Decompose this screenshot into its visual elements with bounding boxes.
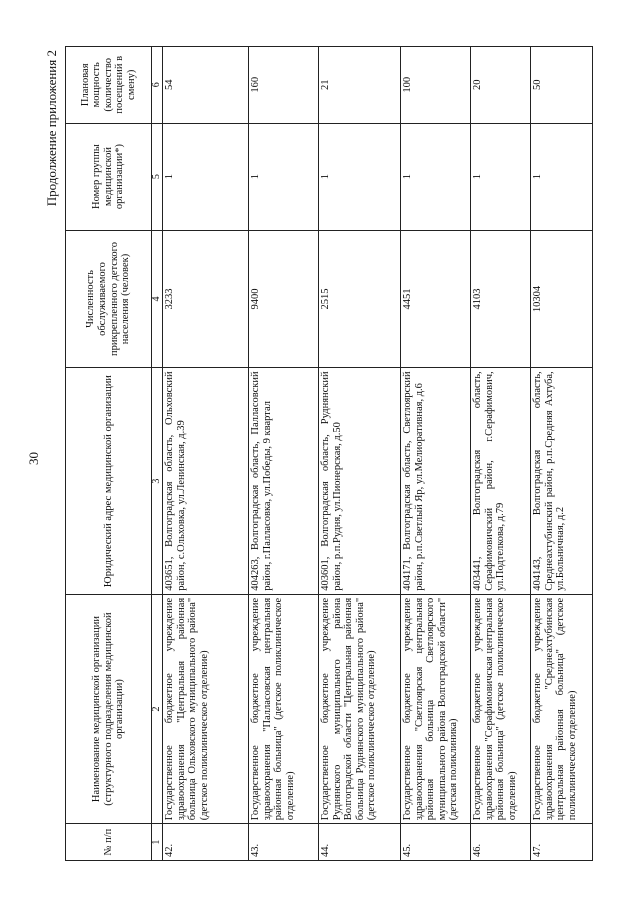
population: 4451	[401, 230, 471, 368]
table-row	[401, 47, 471, 861]
org-name: Государственное бюджетное учреждение здравоохранения "Серафимовичская центральная районная больница" (детское поликлиническое отделение)	[471, 594, 531, 824]
table-row	[471, 47, 531, 861]
population: 3233	[163, 230, 249, 368]
population: 4103	[471, 230, 531, 368]
planned-capacity: 160	[249, 47, 319, 124]
organizations-table	[65, 46, 593, 861]
header-cell: Численность обслуживаемого прикрепленного детского населения (человек)	[66, 230, 152, 368]
page-number: 30	[26, 452, 41, 465]
org-address: 404143, Волгоградская область, Среднеахтубинский район, р.п.Средняя Ахтуба, ул.Больничная, д.2	[531, 368, 593, 594]
table-row	[163, 47, 249, 861]
org-address: 404263, Волгоградская область, Палласовский район, г.Палласовка, ул.Победы, 9 квартал	[249, 368, 319, 594]
org-address: 403651, Волгоградская область, Ольховский район, с.Ольховка, ул.Ленинская, д.39	[163, 368, 249, 594]
header-cell: Плановая мощность (количество посещений в смену)	[66, 47, 152, 124]
org-name: Государственное бюджетное учреждение здравоохранения "Палласовская центральная районная больница" (детское поликлиническое отделение)	[249, 594, 319, 824]
header-cell: Номер группы медицинской организации*)	[66, 123, 152, 230]
header-cell: № п/п	[66, 824, 152, 861]
row-number: 44.	[319, 824, 401, 861]
row-number: 45.	[401, 824, 471, 861]
row-number: 42.	[163, 824, 249, 861]
column-number: 4	[152, 230, 163, 368]
planned-capacity: 20	[471, 47, 531, 124]
table-row	[249, 47, 319, 861]
column-number: 5	[152, 123, 163, 230]
group-number: 1	[401, 123, 471, 230]
group-number: 1	[163, 123, 249, 230]
row-number: 47.	[531, 824, 593, 861]
column-number: 2	[152, 594, 163, 824]
planned-capacity: 50	[531, 47, 593, 124]
row-number: 43.	[249, 824, 319, 861]
org-address: 403441, Волгоградская область, Серафимовичский район, г.Серафимович, ул.Подтелкова, д.79	[471, 368, 531, 594]
column-number-row	[152, 47, 163, 861]
planned-capacity: 54	[163, 47, 249, 124]
org-name: Государственное бюджетное учреждение здравоохранения "Светлоярская центральная районная больница Светлоярского муниципального района Волгоградской области" (детская поликлиника)	[401, 594, 471, 824]
planned-capacity: 100	[401, 47, 471, 124]
column-number: 1	[152, 824, 163, 861]
population: 9400	[249, 230, 319, 368]
continuation-label: Продолжение приложения 2	[44, 50, 59, 207]
group-number: 1	[531, 123, 593, 230]
group-number: 1	[249, 123, 319, 230]
org-name: Государственное бюджетное учреждение здравоохранения "Центральная районная больница Ольховского муниципального района" (детское поликлиническое отделение)	[163, 594, 249, 824]
org-address: 403601, Волгоградская область, Руднянский район, р.п.Рудня, ул.Пионерская, д.50	[319, 368, 401, 594]
org-name: Государственное бюджетное учреждение Руднянского муниципального района Волгоградской области "Центральная районная больница Руднянского муниципального района" (детское поликлиническое отделение)	[319, 594, 401, 824]
column-number: 6	[152, 47, 163, 124]
table-row	[319, 47, 401, 861]
group-number: 1	[471, 123, 531, 230]
row-number: 46.	[471, 824, 531, 861]
header-cell: Юридический адрес медицинской организации	[66, 368, 152, 594]
population: 2515	[319, 230, 401, 368]
org-name: Государственное бюджетное учреждение здравоохранения "Среднеахтубинская центральная районная больница" (детское поликлиническое отделение)	[531, 594, 593, 824]
group-number: 1	[319, 123, 401, 230]
table-row	[531, 47, 593, 861]
population: 10304	[531, 230, 593, 368]
column-number: 3	[152, 368, 163, 594]
header-cell: Наименование медицинской организации (структурного подразделения медицинской организации)	[66, 594, 152, 824]
planned-capacity: 21	[319, 47, 401, 124]
org-address: 404171, Волгоградская область, Светлоярский район, р.п.Светлый Яр, ул.Мелиоративная, д.6	[401, 368, 471, 594]
header-row	[66, 47, 152, 861]
